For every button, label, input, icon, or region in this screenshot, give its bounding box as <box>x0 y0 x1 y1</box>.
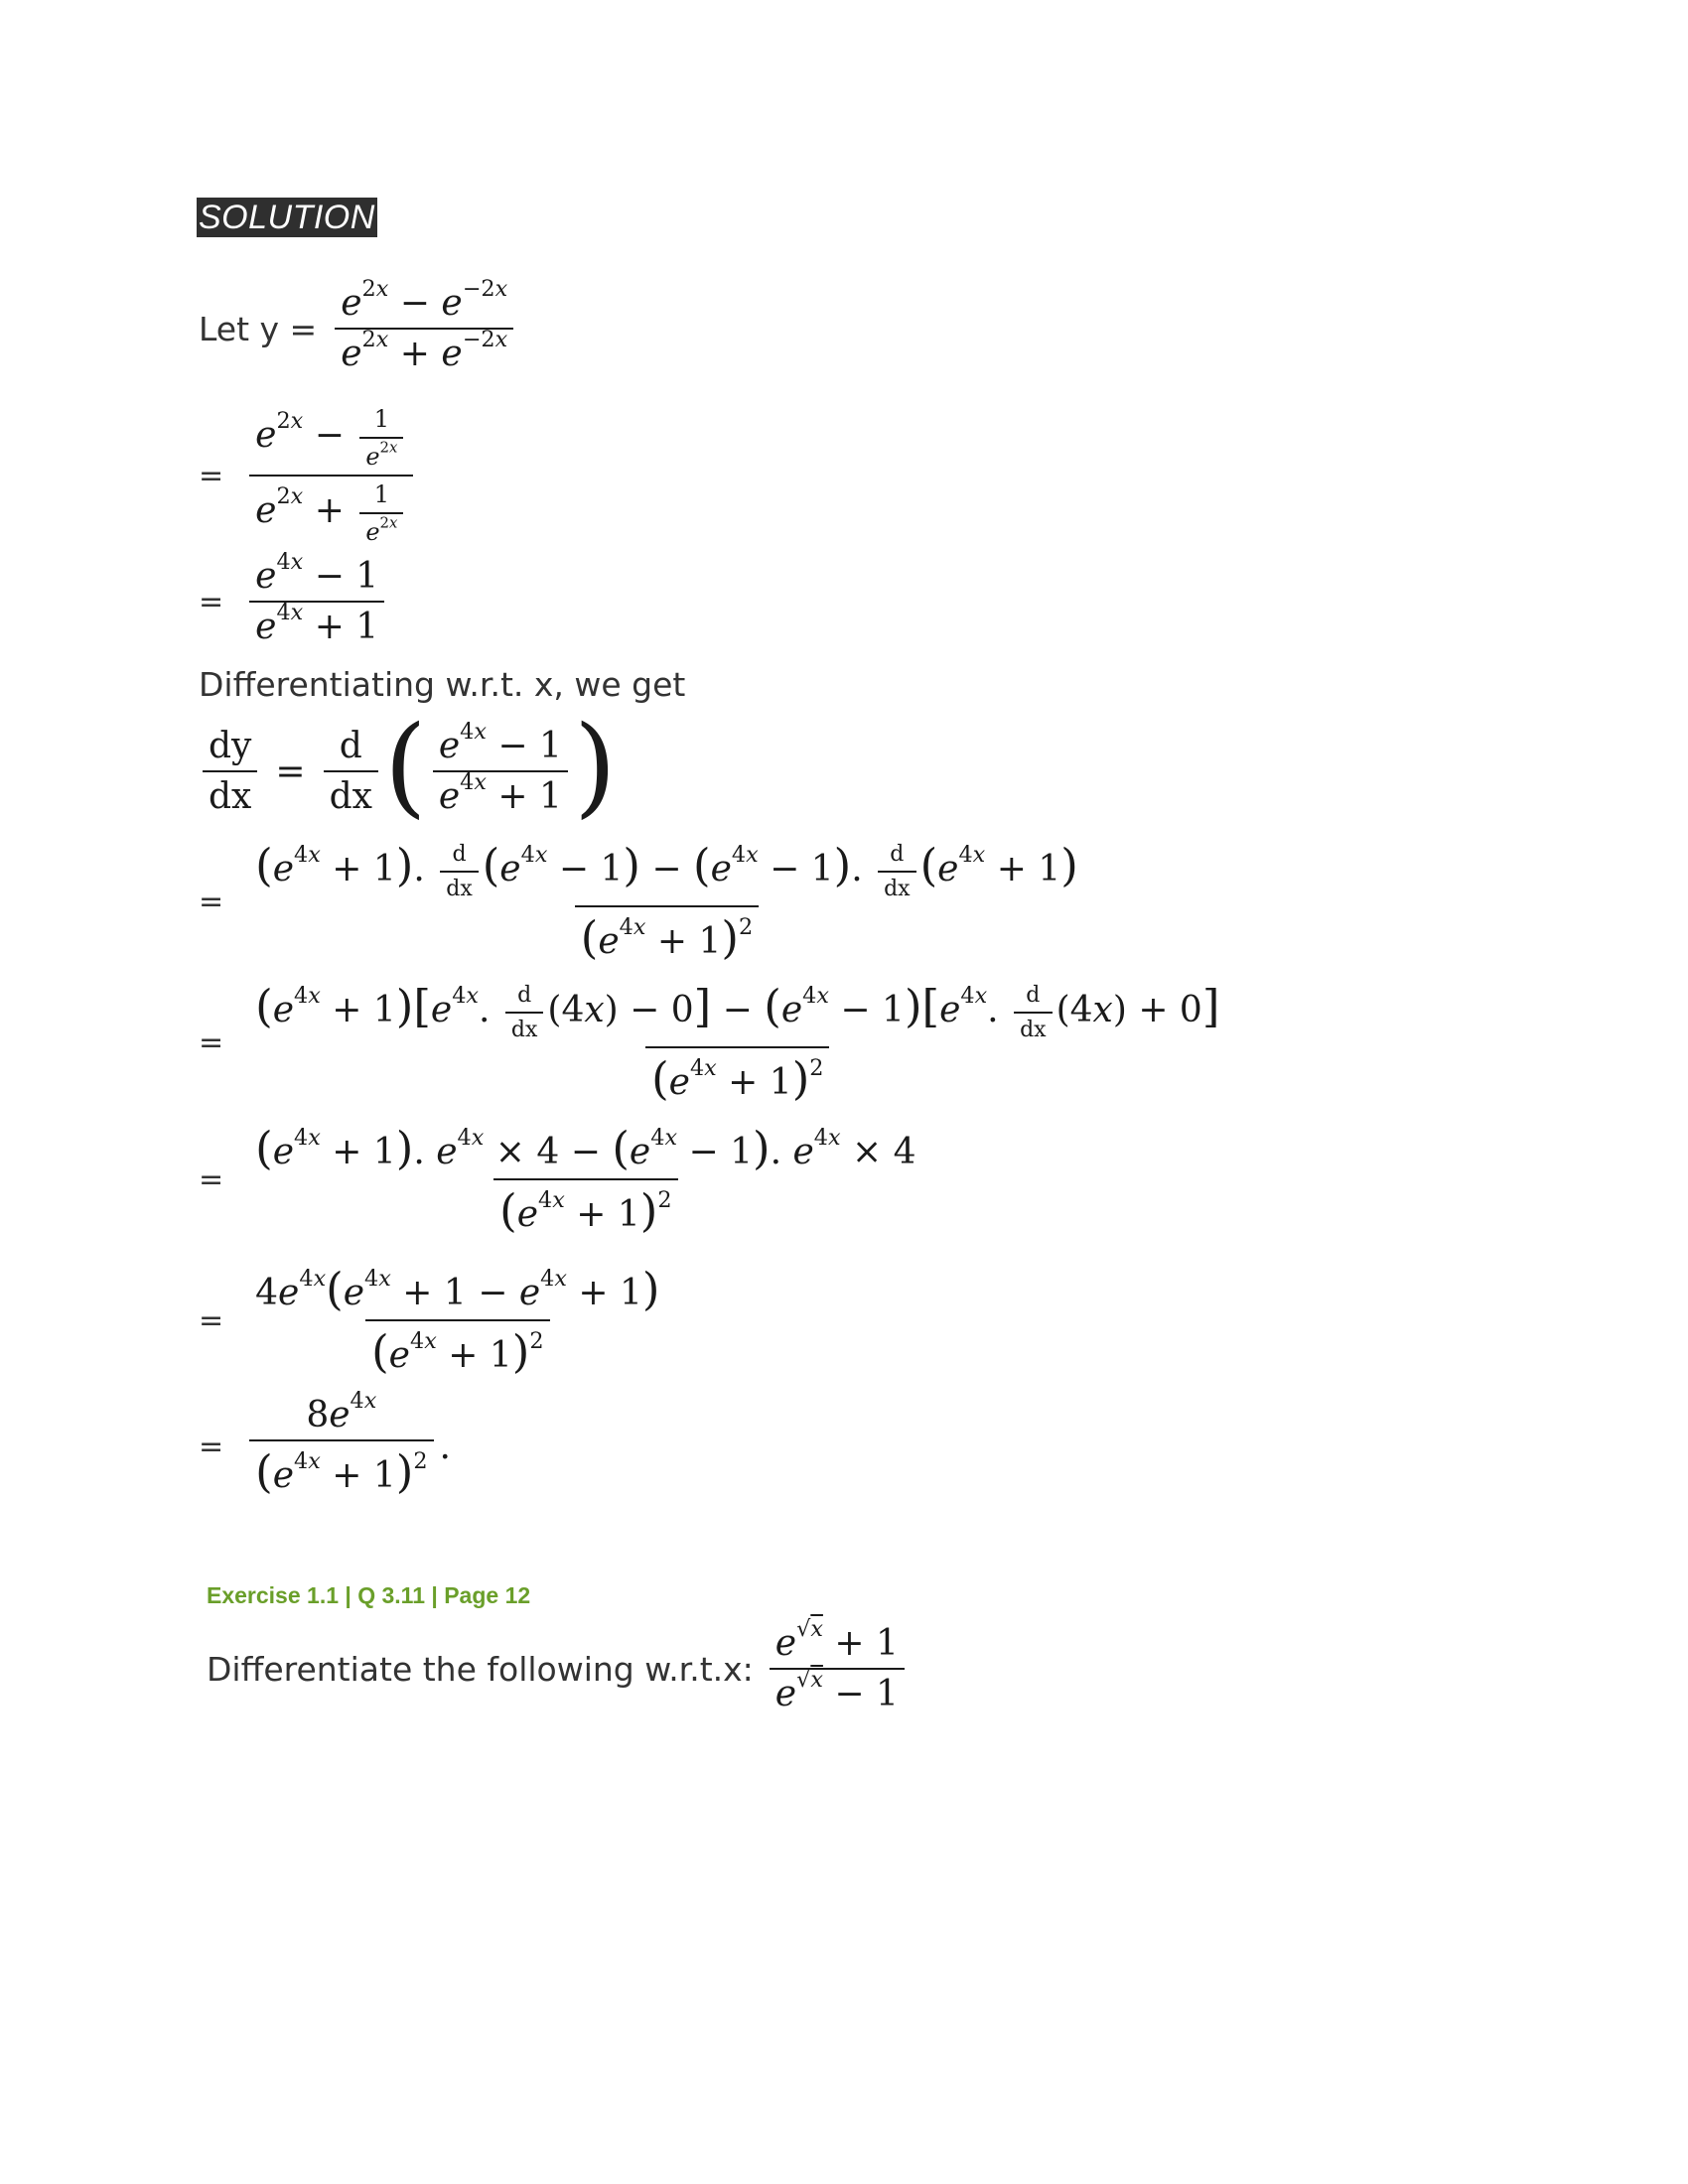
fraction-let-y: $\frac{e^{2x} - e^{-2x}}{e^{2x} + e^{-2x}}$ <box>335 283 513 374</box>
equals-sign: = <box>199 1302 224 1338</box>
fraction-factor-step: $\frac{4e^{4x}(e^{4x} + 1 - e^{4x} + 1)}{(e^{4x} + 1)^2}$ <box>255 1263 660 1378</box>
equals-sign: = <box>199 1429 224 1464</box>
fraction-step-2: $e^{2x}$ − $\frac{1}{e^{2x}}$ $e^{2x}$ + $\frac{1}{e^{2x}}$ <box>249 405 413 546</box>
fraction-quotient-rule: $(e^{4x} + 1)$. $\frac{d}{dx}$ $(e^{4x} - 1) - (e^{4x} - 1)$. $\frac{d}{dx}$ $(e^{4x} + 1)$ $(e^{4x} + 1)^2$ <box>255 839 1078 964</box>
let-y-text: Let y = <box>199 309 318 348</box>
equals-sign: = <box>199 884 224 919</box>
equation-chain-rule <box>199 980 1229 1105</box>
equation-multiply-step <box>199 1122 926 1237</box>
equals-sign: = <box>199 1024 224 1060</box>
equation-step-3 <box>199 549 388 647</box>
fraction-chain-rule: $(e^{4x} + 1)[e^{4x}$. $\frac{d}{dx}$ $(4x) - 0] - (e^{4x} - 1)[e^{4x}$. $\frac{d}{dx}$ (4x) + 0] $(e^{4x} + 1)^2$ <box>255 980 1220 1105</box>
fraction-multiply-step: $\frac{(e^{4x} + 1). e^{4x} \times 4 - (e^{4x} - 1). e^{4x} \times 4}{(e^{4x} + 1)^2}$ <box>255 1122 916 1237</box>
equation-step-2 <box>199 405 417 546</box>
solution-label: SOLUTION <box>199 199 375 236</box>
next-question <box>207 1616 909 1714</box>
equation-final: = $\frac{8e^{4x}}{(e^{4x} + 1)^2}$ . <box>199 1388 451 1498</box>
fraction-d-dx: $\frac{d}{dx}$ <box>324 726 378 817</box>
differentiating-text: Differentiating w.r.t. x, we get <box>199 665 686 704</box>
equals-sign: = <box>199 458 224 493</box>
equation-quotient-rule <box>199 839 1088 964</box>
equals-sign: = <box>199 1161 224 1197</box>
fraction-final: $\frac{8e^{4x}}{(e^{4x} + 1)^2}$ <box>249 1395 433 1498</box>
equation-derivative: $\frac{dy}{dx}$ = $\frac{d}{dx}$ ( $\frac{e^{4x} - 1}{e^{4x} + 1}$ ) <box>199 717 619 826</box>
fraction-question: $\frac{e^{√x} + 1}{e^{√x} - 1}$ <box>770 1623 905 1714</box>
fraction-dy-dx: $\frac{dy}{dx}$ <box>203 726 257 817</box>
equation-let-y <box>199 276 517 374</box>
exercise-label: Exercise 1.1 | Q 3.11 | Page 12 <box>207 1582 531 1608</box>
differentiating-line <box>199 665 685 704</box>
fraction-derivative-inner: $\frac{e^{4x} - 1}{e^{4x} + 1}$ <box>433 726 568 817</box>
equals-sign: = <box>199 584 224 619</box>
fraction-step-3: $\frac{e^{4x} - 1}{e^{4x} + 1}$ <box>249 556 384 647</box>
equation-factor-step <box>199 1263 669 1378</box>
question-text: Differentiate the following w.r.t.x: <box>207 1649 754 1689</box>
